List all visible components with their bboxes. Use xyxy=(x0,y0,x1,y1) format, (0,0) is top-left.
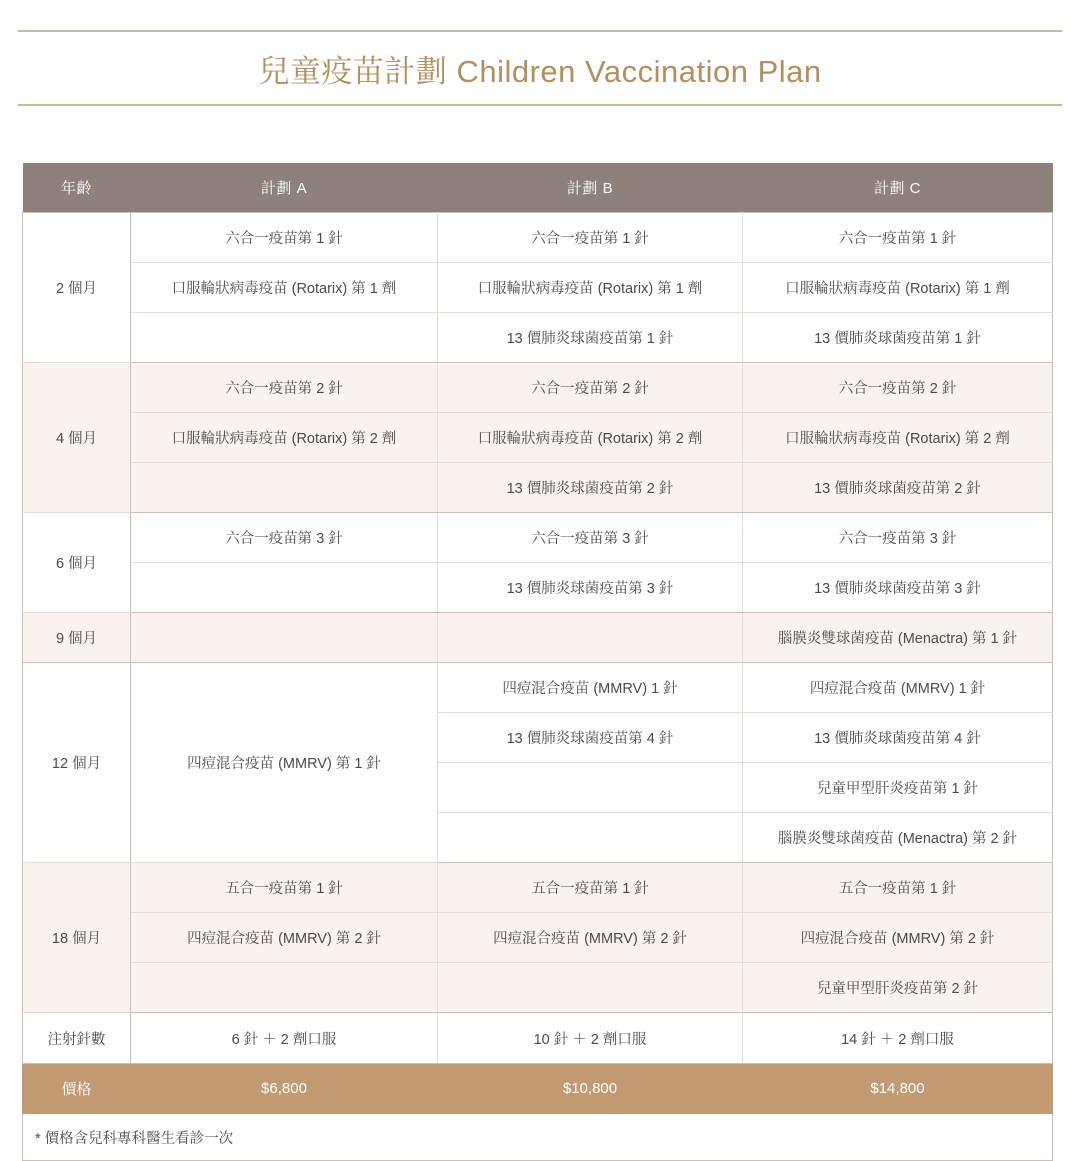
plan-a-cell: 六合一疫苗第 2 針 xyxy=(131,363,438,413)
table-row xyxy=(23,663,1053,713)
plan-a-cell: 四痘混合疫苗 (MMRV) 第 1 針 xyxy=(131,663,438,863)
price-label: 價格 xyxy=(23,1064,131,1114)
plan-c-cell: 兒童甲型肝炎疫苗第 2 針 xyxy=(743,963,1053,1013)
plan-b-cell xyxy=(438,963,743,1013)
plan-a-cell xyxy=(131,963,438,1013)
plan-a-cell: 六合一疫苗第 3 針 xyxy=(131,513,438,563)
vaccination-plan-table xyxy=(22,163,1053,1161)
table-row xyxy=(23,363,1053,413)
column-header-plan-a: 計劃 A xyxy=(131,163,438,213)
plan-b-cell: 六合一疫苗第 2 針 xyxy=(438,363,743,413)
plan-a-cell: 五合一疫苗第 1 針 xyxy=(131,863,438,913)
plan-b-cell: 口服輪狀病毒疫苗 (Rotarix) 第 1 劑 xyxy=(438,263,743,313)
column-header-plan-b: 計劃 B xyxy=(438,163,743,213)
table-row xyxy=(23,263,1053,313)
plan-c-cell: 六合一疫苗第 2 針 xyxy=(743,363,1053,413)
price-plan-b: $10,800 xyxy=(438,1064,743,1114)
plan-b-cell: 六合一疫苗第 3 針 xyxy=(438,513,743,563)
age-label: 12 個月 xyxy=(23,663,131,863)
plan-b-cell: 四痘混合疫苗 (MMRV) 第 2 針 xyxy=(438,913,743,963)
table-row xyxy=(23,213,1053,263)
plan-b-cell: 五合一疫苗第 1 針 xyxy=(438,863,743,913)
plan-c-cell: 四痘混合疫苗 (MMRV) 1 針 xyxy=(743,663,1053,713)
page-title-banner xyxy=(18,30,1062,106)
plan-c-cell: 六合一疫苗第 1 針 xyxy=(743,213,1053,263)
injection-count-label: 注射針數 xyxy=(23,1013,131,1064)
plan-c-cell: 13 價肺炎球菌疫苗第 1 針 xyxy=(743,313,1053,363)
plan-b-cell: 四痘混合疫苗 (MMRV) 1 針 xyxy=(438,663,743,713)
table-header-row xyxy=(23,163,1053,213)
plan-a-cell: 四痘混合疫苗 (MMRV) 第 2 針 xyxy=(131,913,438,963)
plan-c-cell: 13 價肺炎球菌疫苗第 4 針 xyxy=(743,713,1053,763)
plan-a-cell xyxy=(131,563,438,613)
plan-c-cell: 13 價肺炎球菌疫苗第 2 針 xyxy=(743,463,1053,513)
table-row xyxy=(23,313,1053,363)
plan-c-cell: 四痘混合疫苗 (MMRV) 第 2 針 xyxy=(743,913,1053,963)
plan-b-cell: 13 價肺炎球菌疫苗第 2 針 xyxy=(438,463,743,513)
plan-a-cell: 六合一疫苗第 1 針 xyxy=(131,213,438,263)
plan-b-cell xyxy=(438,813,743,863)
table-head xyxy=(23,163,1053,213)
table-row xyxy=(23,913,1053,963)
injection-count-plan-b: 10 針 ＋ 2 劑口服 xyxy=(438,1013,743,1064)
plan-a-cell: 口服輪狀病毒疫苗 (Rotarix) 第 2 劑 xyxy=(131,413,438,463)
plan-b-cell: 13 價肺炎球菌疫苗第 4 針 xyxy=(438,713,743,763)
age-label: 4 個月 xyxy=(23,363,131,513)
plan-a-cell: 口服輪狀病毒疫苗 (Rotarix) 第 1 劑 xyxy=(131,263,438,313)
page-title: 兒童疫苗計劃 Children Vaccination Plan xyxy=(258,53,822,89)
injection-count-plan-a: 6 針 ＋ 2 劑口服 xyxy=(131,1013,438,1064)
vaccination-plan-table-wrapper xyxy=(22,163,1058,1161)
plan-c-cell: 口服輪狀病毒疫苗 (Rotarix) 第 2 劑 xyxy=(743,413,1053,463)
table-body xyxy=(23,213,1053,1161)
plan-b-cell xyxy=(438,613,743,663)
plan-b-cell: 13 價肺炎球菌疫苗第 1 針 xyxy=(438,313,743,363)
table-row xyxy=(23,563,1053,613)
injection-count-plan-c: 14 針 ＋ 2 劑口服 xyxy=(743,1013,1053,1064)
price-plan-a: $6,800 xyxy=(131,1064,438,1114)
plan-c-cell: 六合一疫苗第 3 針 xyxy=(743,513,1053,563)
table-row xyxy=(23,463,1053,513)
plan-c-cell: 腦膜炎雙球菌疫苗 (Menactra) 第 2 針 xyxy=(743,813,1053,863)
plan-a-cell xyxy=(131,313,438,363)
footnote-row xyxy=(23,1114,1053,1161)
injection-count-row xyxy=(23,1013,1053,1064)
column-header-age: 年齡 xyxy=(23,163,131,213)
plan-b-cell: 六合一疫苗第 1 針 xyxy=(438,213,743,263)
plan-c-cell: 腦膜炎雙球菌疫苗 (Menactra) 第 1 針 xyxy=(743,613,1053,663)
plan-a-cell xyxy=(131,613,438,663)
plan-a-cell xyxy=(131,463,438,513)
age-label: 18 個月 xyxy=(23,863,131,1013)
plan-b-cell: 口服輪狀病毒疫苗 (Rotarix) 第 2 劑 xyxy=(438,413,743,463)
price-plan-c: $14,800 xyxy=(743,1064,1053,1114)
plan-c-cell: 13 價肺炎球菌疫苗第 3 針 xyxy=(743,563,1053,613)
plan-c-cell: 口服輪狀病毒疫苗 (Rotarix) 第 1 劑 xyxy=(743,263,1053,313)
footnote-text: * 價格含兒科專科醫生看診一次 xyxy=(23,1114,1053,1161)
table-row xyxy=(23,963,1053,1013)
table-row xyxy=(23,413,1053,463)
age-label: 2 個月 xyxy=(23,213,131,363)
table-row xyxy=(23,613,1053,663)
plan-c-cell: 兒童甲型肝炎疫苗第 1 針 xyxy=(743,763,1053,813)
age-label: 6 個月 xyxy=(23,513,131,613)
price-row xyxy=(23,1064,1053,1114)
plan-b-cell: 13 價肺炎球菌疫苗第 3 針 xyxy=(438,563,743,613)
table-row xyxy=(23,513,1053,563)
column-header-plan-c: 計劃 C xyxy=(743,163,1053,213)
age-label: 9 個月 xyxy=(23,613,131,663)
plan-c-cell: 五合一疫苗第 1 針 xyxy=(743,863,1053,913)
table-row xyxy=(23,863,1053,913)
plan-b-cell xyxy=(438,763,743,813)
